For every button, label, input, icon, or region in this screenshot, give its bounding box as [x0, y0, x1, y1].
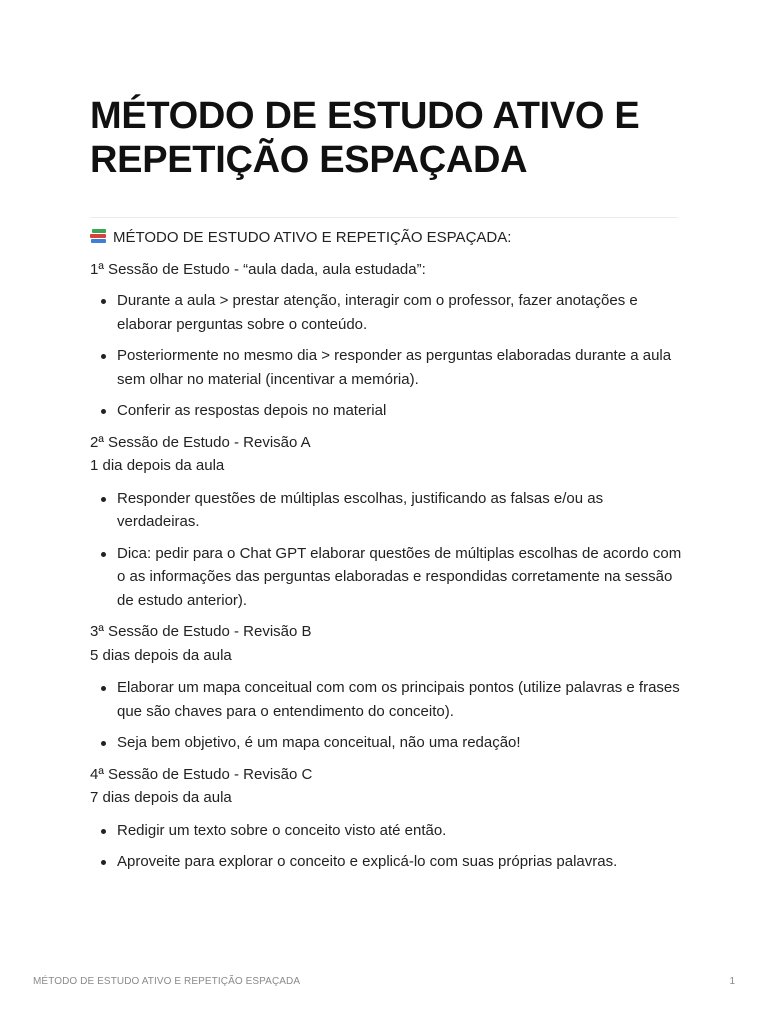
session-2-title: 2ª Sessão de Estudo - Revisão A [90, 433, 311, 451]
session-3-title: 3ª Sessão de Estudo - Revisão B [90, 623, 312, 640]
session-4-timing: 7 dias depois da aula [90, 789, 232, 806]
list-item: Conferir as respostas depois no material [117, 399, 686, 423]
session-3-list [90, 676, 686, 755]
section-heading [90, 226, 686, 250]
session-4-title: 4ª Sessão de Estudo - Revisão C [90, 765, 313, 783]
section-heading-text: MÉTODO DE ESTUDO ATIVO E REPETIÇÃO ESPAÇADA: [113, 229, 512, 246]
list-item: Seja bem objetivo, é um mapa conceitual, não uma redação! [117, 731, 686, 755]
books-icon [90, 229, 107, 244]
title-divider [90, 217, 678, 218]
session-3-header [90, 620, 686, 667]
session-2-list [90, 487, 686, 613]
list-item: Elaborar um mapa conceitual com com os principais pontos (utilize palavras e frases que são chaves para o entendimento do conceito). [117, 676, 686, 723]
footer-title: MÉTODO DE ESTUDO ATIVO E REPETIÇÃO ESPAÇADA [33, 976, 301, 987]
session-4-list [90, 819, 686, 874]
session-1-title: 1ª Sessão de Estudo - “aula dada, aula estudada”: [90, 260, 426, 278]
list-item: Responder questões de múltiplas escolhas, justificando as falsas e/ou as verdadeiras. [117, 487, 686, 534]
session-2-header [90, 431, 686, 478]
list-item: Aproveite para explorar o conceito e explicá-lo com suas próprias palavras. [117, 850, 686, 874]
document-body [90, 226, 686, 882]
list-item: Dica: pedir para o Chat GPT elaborar questões de múltiplas escolhas de acordo com o as informações das perguntas elaboradas e respondidas corretamente na sessão de estudo anterior). [117, 542, 686, 613]
session-1-list [90, 289, 686, 423]
page-title: MÉTODO DE ESTUDO ATIVO E REPETIÇÃO ESPAÇADA [90, 95, 640, 181]
list-item: Durante a aula > prestar atenção, interagir com o professor, fazer anotações e elaborar perguntas sobre o conteúdo. [117, 289, 686, 336]
session-2-timing: 1 dia depois da aula [90, 457, 225, 474]
page-number: 1 [729, 976, 735, 987]
session-3-timing: 5 dias depois da aula [90, 646, 232, 664]
list-item: Posteriormente no mesmo dia > responder as perguntas elaboradas durante a aula sem olhar no material (incentivar a memória). [117, 344, 686, 391]
session-4-header [90, 763, 686, 810]
list-item: Redigir um texto sobre o conceito visto até então. [117, 819, 686, 843]
